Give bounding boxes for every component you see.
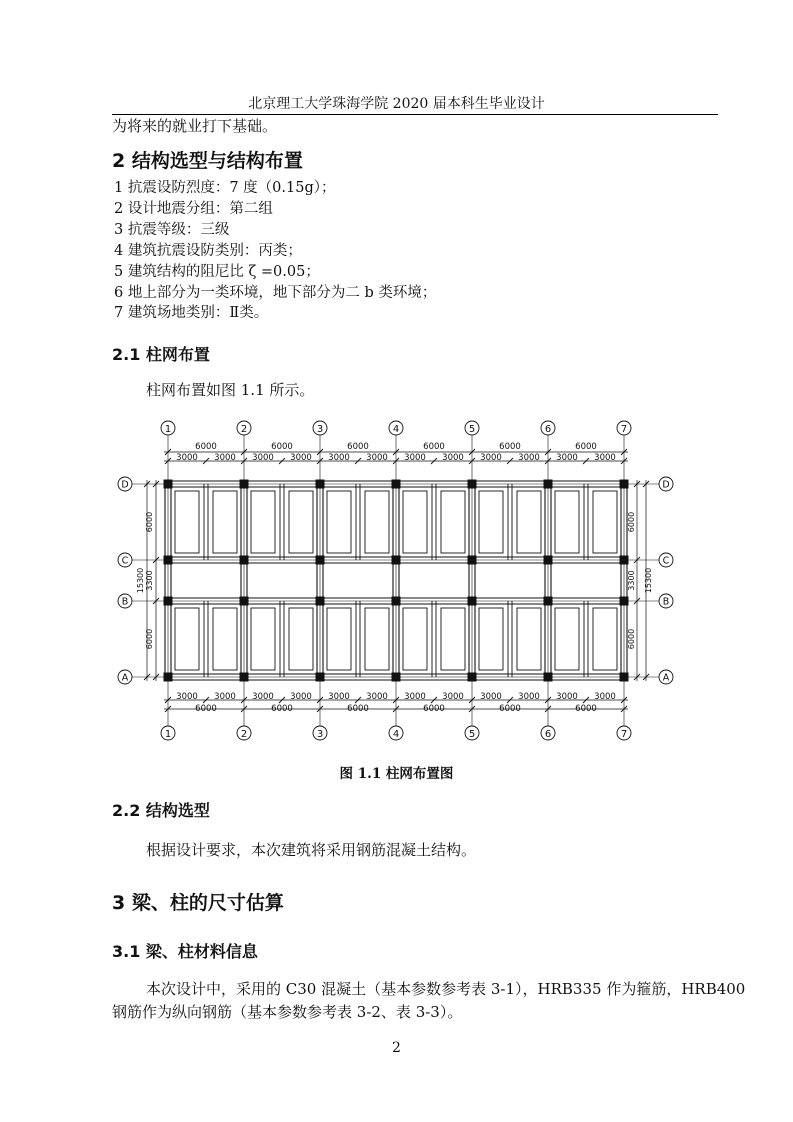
column (392, 673, 401, 682)
slab-panel (213, 491, 237, 553)
slab-panel (593, 608, 617, 670)
slab-panel (251, 608, 275, 670)
dimension-label: 6000 (423, 442, 445, 452)
list-item: 4 建筑抗震设防类别：丙类； (114, 243, 302, 259)
slab-panel (289, 608, 313, 670)
dimension-label: 6000 (627, 511, 636, 533)
dimension-label: 3000 (518, 692, 540, 702)
axis-label: C (121, 555, 129, 567)
column (392, 556, 401, 565)
dimension-label: 3000 (328, 453, 350, 463)
axis-label: 1 (164, 729, 172, 740)
axis-label: 7 (620, 729, 628, 740)
dimension-label: 3000 (556, 453, 578, 463)
list-item: 6 地上部分为一类环境，地下部分为二 b 类环境； (114, 285, 437, 301)
dimension-label: 15300 (136, 567, 145, 594)
dimension-label: 6000 (271, 442, 293, 452)
slab-panel (441, 491, 465, 553)
dimension-label: 3000 (556, 692, 578, 702)
axis-label: 2 (240, 729, 248, 740)
column (316, 556, 325, 565)
axis-label: A (662, 672, 670, 684)
column (468, 556, 477, 565)
dimension-label: 3000 (366, 453, 388, 463)
column (240, 556, 249, 565)
slab-panel (403, 491, 427, 553)
slab-panel (555, 491, 579, 553)
dimension-label: 6000 (271, 704, 293, 714)
column (240, 673, 249, 682)
dimension-label: 3000 (404, 453, 426, 463)
dimension-label: 3000 (252, 453, 274, 463)
dimension-label: 3000 (594, 453, 616, 463)
slab-panel (365, 491, 389, 553)
axis-label: 3 (316, 424, 324, 435)
column (316, 597, 325, 606)
axis-label: C (662, 555, 670, 567)
column (240, 480, 249, 489)
dimension-label: 3000 (442, 692, 464, 702)
dimension-label: 3000 (252, 692, 274, 702)
page-header: 北京理工大学珠海学院 2020 届本科生毕业设计 (248, 96, 545, 112)
axis-label: 5 (468, 729, 476, 740)
column (468, 480, 477, 489)
axis-label: 6 (544, 424, 552, 435)
section-2-2-text: 根据设计要求，本次建筑将采用钢筋混凝土结构。 (146, 841, 477, 859)
slab-panel (479, 608, 503, 670)
column (620, 673, 629, 682)
list-item: 1 抗震设防烈度：7 度（0.15g）； (114, 180, 336, 196)
axis-label: 7 (620, 424, 628, 435)
column (240, 597, 249, 606)
slab-panel (555, 608, 579, 670)
dimension-label: 3000 (442, 453, 464, 463)
dimension-label: 3300 (627, 570, 636, 591)
column (392, 480, 401, 489)
axis-label: B (121, 596, 129, 608)
slab-panel (593, 491, 617, 553)
axis-label: 4 (392, 424, 400, 435)
section-3-1-line1: 本次设计中，采用的 C30 混凝土（基本参数参考表 3-1），HRB335 作为箍筋，HRB400 (146, 980, 746, 998)
dimension-label: 3000 (366, 692, 388, 702)
column (164, 480, 173, 489)
slab-panel (479, 491, 503, 553)
dimension-label: 6000 (347, 704, 369, 714)
slab-panel (517, 608, 541, 670)
dimension-label: 6000 (145, 628, 154, 650)
dimension-label: 6000 (195, 442, 217, 452)
dimension-label: 3300 (145, 570, 154, 591)
column (544, 556, 553, 565)
slab-panel (327, 491, 351, 553)
slab-panel (403, 608, 427, 670)
dimension-label: 3000 (290, 453, 312, 463)
dimension-label: 3000 (480, 692, 502, 702)
axis-label: 4 (392, 729, 400, 740)
dimension-label: 3000 (328, 692, 350, 702)
section-3-1-line2: 钢筋作为纵向钢筋（基本参数参考表 3-2、表 3-3）。 (112, 1003, 463, 1021)
axis-label: 6 (544, 729, 552, 740)
list-item: 2 设计地震分组：第二组 (114, 201, 273, 217)
dimension-label: 6000 (575, 442, 597, 452)
figure-caption: 图 1.1 柱网布置图 (339, 766, 454, 782)
column (620, 480, 629, 489)
dimension-label: 3000 (518, 453, 540, 463)
intro-line: 为将来的就业打下基础。 (112, 117, 278, 135)
axis-label: 1 (164, 424, 172, 435)
axis-label: 2 (240, 424, 248, 435)
dimension-label: 6000 (423, 704, 445, 714)
axis-label: A (121, 672, 129, 684)
section-3-title: 3 梁、柱的尺寸估算 (112, 892, 284, 914)
section-2-1-text: 柱网布置如图 1.1 所示。 (146, 381, 315, 399)
column (544, 597, 553, 606)
column (620, 556, 629, 565)
dimension-label: 3000 (404, 692, 426, 702)
column (468, 673, 477, 682)
dimension-label: 15300 (644, 567, 653, 594)
axis-label: B (662, 596, 670, 608)
section-2-1-title: 2.1 柱网布置 (112, 345, 210, 364)
dimension-label: 3000 (176, 453, 198, 463)
column (164, 597, 173, 606)
list-item: 7 建筑场地类别：Ⅱ类。 (114, 305, 269, 321)
column (544, 673, 553, 682)
dimension-label: 3000 (594, 692, 616, 702)
slab-panel (175, 608, 199, 670)
slab-panel (213, 608, 237, 670)
axis-label: 3 (316, 729, 324, 740)
column (620, 597, 629, 606)
column (164, 673, 173, 682)
dimension-label: 6000 (145, 511, 154, 533)
dimension-label: 3000 (214, 453, 236, 463)
slab-panel (517, 491, 541, 553)
dimension-label: 6000 (195, 704, 217, 714)
column (468, 597, 477, 606)
dimension-label: 6000 (499, 704, 521, 714)
column (164, 556, 173, 565)
dimension-label: 3000 (214, 692, 236, 702)
slab-panel (365, 608, 389, 670)
dimension-label: 6000 (347, 442, 369, 452)
column (544, 480, 553, 489)
column (316, 673, 325, 682)
dimension-label: 3000 (290, 692, 312, 702)
slab-panel (441, 608, 465, 670)
dimension-label: 6000 (627, 628, 636, 650)
section-2-2-title: 2.2 结构选型 (112, 801, 210, 820)
list-item: 5 建筑结构的阻尼比 ζ =0.05； (114, 264, 320, 280)
dimension-label: 6000 (499, 442, 521, 452)
slab-panel (175, 491, 199, 553)
dimension-label: 3000 (176, 692, 198, 702)
column (392, 597, 401, 606)
dimension-label: 6000 (575, 704, 597, 714)
axis-label: 5 (468, 424, 476, 435)
page-number: 2 (392, 1040, 401, 1056)
column (316, 480, 325, 489)
list-item: 3 抗震等级：三级 (114, 222, 230, 238)
section-3-1-title: 3.1 梁、柱材料信息 (112, 942, 258, 961)
slab-panel (251, 491, 275, 553)
slab-panel (289, 491, 313, 553)
axis-label: D (121, 479, 129, 491)
axis-label: D (662, 479, 670, 491)
slab-panel (327, 608, 351, 670)
dimension-label: 3000 (480, 453, 502, 463)
section-2-title: 2 结构选型与结构布置 (112, 150, 303, 172)
